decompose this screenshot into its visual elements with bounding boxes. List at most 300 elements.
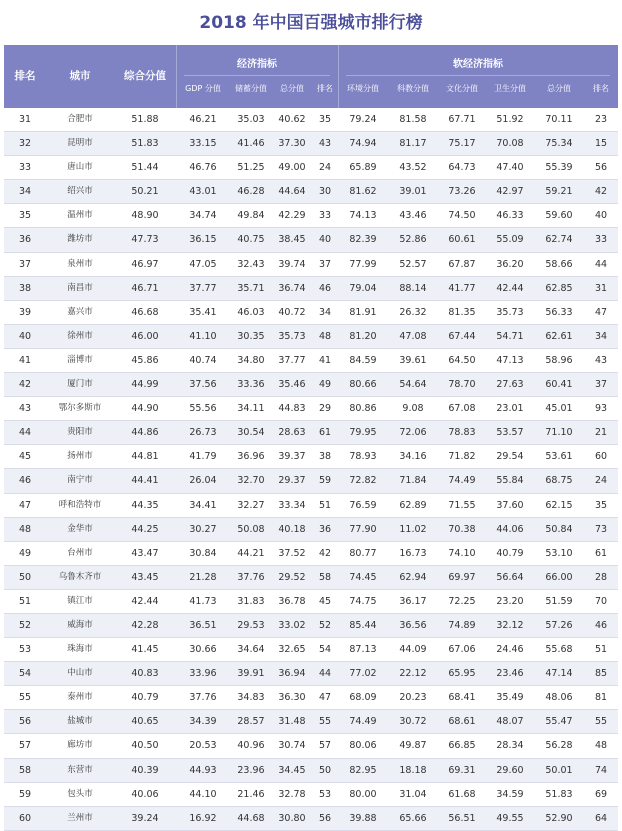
- cell-soft-total: 55.47: [545, 716, 573, 728]
- cell-eco-total: 33.02: [278, 619, 306, 631]
- cell-soft-rank: 70: [594, 595, 608, 607]
- cell-environment: 84.59: [349, 354, 377, 366]
- cell-culture: 74.10: [448, 547, 476, 559]
- cell-composite: 42.28: [131, 619, 159, 631]
- cell-health: 40.79: [496, 547, 524, 559]
- cell-eco-total: 35.46: [278, 379, 306, 391]
- cell-health: 56.64: [496, 571, 524, 583]
- cell-health: 36.20: [496, 258, 524, 270]
- header-divider: [338, 45, 339, 108]
- cell-soft-rank: 74: [594, 764, 608, 776]
- table-row: [4, 518, 618, 542]
- cell-environment: 77.02: [349, 668, 377, 680]
- table-row: [4, 542, 618, 566]
- cell-savings: 40.75: [237, 234, 265, 246]
- cell-city: 泰州市: [67, 692, 93, 703]
- cell-science-edu: 39.01: [399, 186, 427, 198]
- cell-soft-total: 53.61: [545, 451, 573, 463]
- cell-health: 47.13: [496, 354, 524, 366]
- table-row: [4, 614, 618, 638]
- cell-culture: 70.38: [448, 523, 476, 535]
- cell-composite: 47.73: [131, 234, 159, 246]
- cell-gdp: 30.27: [189, 523, 217, 535]
- cell-eco-total: 35.73: [278, 330, 306, 342]
- cell-soft-rank: 73: [594, 523, 608, 535]
- cell-health: 28.34: [496, 740, 524, 752]
- cell-culture: 61.68: [448, 788, 476, 800]
- cell-environment: 80.77: [349, 547, 377, 559]
- cell-soft-rank: 61: [594, 547, 608, 559]
- table-row: [4, 638, 618, 662]
- cell-culture: 81.35: [448, 306, 476, 318]
- cell-eco-total: 29.52: [278, 571, 306, 583]
- cell-city: 南昌市: [67, 282, 93, 293]
- cell-environment: 74.75: [349, 595, 377, 607]
- cell-rank: 60: [18, 812, 32, 824]
- cell-science-edu: 49.87: [399, 740, 427, 752]
- cell-savings: 23.96: [237, 764, 265, 776]
- cell-rank: 45: [18, 451, 32, 463]
- cell-soft-rank: 40: [594, 210, 608, 222]
- cell-savings: 34.83: [237, 692, 265, 704]
- cell-savings: 49.84: [237, 210, 265, 222]
- cell-soft-total: 47.14: [545, 668, 573, 680]
- cell-eco-total: 39.74: [278, 258, 306, 270]
- cell-eco-rank: 48: [318, 330, 332, 342]
- cell-eco-total: 28.63: [278, 427, 306, 439]
- cell-savings: 33.36: [237, 379, 265, 391]
- cell-city: 昆明市: [67, 138, 93, 149]
- cell-rank: 59: [18, 788, 32, 800]
- cell-rank: 44: [18, 427, 32, 439]
- cell-soft-total: 50.84: [545, 523, 573, 535]
- cell-soft-rank: 37: [594, 379, 608, 391]
- cell-savings: 30.35: [237, 330, 265, 342]
- cell-city: 温州市: [67, 210, 93, 221]
- cell-savings: 32.70: [237, 475, 265, 487]
- cell-eco-rank: 52: [318, 619, 332, 631]
- cell-science-edu: 47.08: [399, 330, 427, 342]
- cell-rank: 41: [18, 354, 32, 366]
- cell-soft-rank: 51: [594, 644, 608, 656]
- cell-science-edu: 71.84: [399, 475, 427, 487]
- cell-rank: 35: [18, 210, 32, 222]
- cell-soft-total: 45.01: [545, 403, 573, 415]
- cell-soft-rank: 23: [594, 114, 608, 125]
- table-row: [4, 807, 618, 831]
- cell-rank: 34: [18, 186, 32, 198]
- cell-eco-total: 44.83: [278, 403, 306, 415]
- cell-environment: 79.24: [349, 114, 377, 125]
- cell-soft-rank: 42: [594, 186, 608, 198]
- cell-eco-rank: 34: [318, 306, 332, 318]
- cell-rank: 54: [18, 668, 32, 680]
- cell-environment: 74.45: [349, 571, 377, 583]
- cell-environment: 82.39: [349, 234, 377, 246]
- cell-eco-rank: 40: [318, 234, 332, 246]
- cell-soft-total: 51.59: [545, 595, 573, 607]
- cell-soft-rank: 21: [594, 427, 608, 439]
- cell-soft-total: 56.28: [545, 740, 573, 752]
- cell-science-edu: 62.89: [399, 499, 427, 511]
- cell-health: 49.55: [496, 812, 524, 824]
- cell-composite: 46.00: [131, 330, 159, 342]
- cell-science-edu: 43.52: [399, 162, 427, 174]
- cell-city: 嘉兴市: [67, 306, 93, 317]
- cell-soft-total: 52.90: [545, 812, 573, 824]
- cell-rank: 40: [18, 330, 32, 342]
- table-row: [4, 734, 618, 758]
- cell-eco-rank: 36: [318, 523, 332, 535]
- cell-soft-rank: 34: [594, 330, 608, 342]
- table-row: [4, 253, 618, 277]
- cell-environment: 80.86: [349, 403, 377, 415]
- table-row: [4, 228, 618, 252]
- cell-gdp: 41.10: [189, 330, 217, 342]
- cell-city: 呼和浩特市: [58, 499, 102, 510]
- cell-soft-total: 59.60: [545, 210, 573, 222]
- cell-culture: 78.70: [448, 379, 476, 391]
- cell-gdp: 21.28: [189, 571, 217, 583]
- cell-gdp: 36.51: [189, 619, 217, 631]
- cell-science-edu: 54.64: [399, 379, 427, 391]
- cell-eco-rank: 58: [318, 571, 332, 583]
- table-row: [4, 494, 618, 518]
- cell-gdp: 40.74: [189, 354, 217, 366]
- cell-rank: 50: [18, 571, 32, 583]
- cell-city: 乌鲁木齐市: [58, 571, 102, 582]
- cell-eco-rank: 35: [318, 114, 332, 125]
- cell-culture: 64.73: [448, 162, 476, 174]
- header-city: 城市: [69, 70, 91, 82]
- cell-soft-rank: 35: [594, 499, 608, 511]
- header-group-rule: [346, 75, 610, 76]
- cell-gdp: 34.74: [189, 210, 217, 222]
- cell-environment: 77.90: [349, 523, 377, 535]
- cell-composite: 46.68: [131, 306, 159, 318]
- cell-eco-total: 36.74: [278, 282, 306, 294]
- cell-city: 台州市: [67, 547, 93, 558]
- cell-health: 34.59: [496, 788, 524, 800]
- cell-eco-rank: 55: [318, 716, 332, 728]
- cell-composite: 41.45: [131, 644, 159, 656]
- cell-science-edu: 43.46: [399, 210, 427, 222]
- cell-composite: 50.21: [131, 186, 159, 198]
- cell-culture: 78.83: [448, 427, 476, 439]
- cell-environment: 65.89: [349, 162, 377, 174]
- cell-environment: 80.06: [349, 740, 377, 752]
- cell-rank: 57: [18, 740, 32, 752]
- cell-eco-rank: 51: [318, 499, 332, 511]
- cell-soft-rank: 15: [594, 138, 608, 150]
- cell-science-edu: 81.58: [399, 114, 427, 125]
- cell-soft-total: 53.10: [545, 547, 573, 559]
- cell-environment: 76.59: [349, 499, 377, 511]
- table-row: [4, 469, 618, 493]
- cell-soft-rank: 43: [594, 354, 608, 366]
- cell-city: 绍兴市: [67, 186, 93, 197]
- cell-composite: 44.99: [131, 379, 159, 391]
- cell-rank: 43: [18, 403, 32, 415]
- table-row: [4, 349, 618, 373]
- cell-city: 廊坊市: [67, 740, 93, 751]
- cell-eco-total: 34.45: [278, 764, 306, 776]
- cell-rank: 49: [18, 547, 32, 559]
- table-row: [4, 373, 618, 397]
- cell-culture: 68.61: [448, 716, 476, 728]
- header-rank: 排名: [14, 70, 36, 82]
- cell-city: 唐山市: [67, 162, 93, 173]
- cell-city: 徐州市: [67, 330, 93, 341]
- cell-composite: 51.83: [131, 138, 159, 150]
- table-row: [4, 108, 618, 132]
- cell-rank: 39: [18, 306, 32, 318]
- table-row: [4, 204, 618, 228]
- cell-city: 兰州市: [67, 812, 93, 823]
- cell-city: 珠海市: [67, 644, 93, 655]
- cell-environment: 78.93: [349, 451, 377, 463]
- cell-savings: 36.96: [237, 451, 265, 463]
- cell-environment: 68.09: [349, 692, 377, 704]
- cell-soft-rank: 81: [594, 692, 608, 704]
- cell-science-edu: 62.94: [399, 571, 427, 583]
- cell-savings: 40.96: [237, 740, 265, 752]
- cell-soft-rank: 93: [594, 403, 608, 415]
- cell-science-edu: 44.09: [399, 644, 427, 656]
- cell-eco-rank: 57: [318, 740, 332, 752]
- header-health: 卫生分值: [494, 84, 526, 93]
- cell-environment: 85.44: [349, 619, 377, 631]
- cell-soft-rank: 47: [594, 306, 608, 318]
- cell-health: 53.57: [496, 427, 524, 439]
- cell-gdp: 43.01: [189, 186, 217, 198]
- cell-science-edu: 81.17: [399, 138, 427, 150]
- cell-city: 鄂尔多斯市: [58, 403, 102, 414]
- header-soft-group: 软经济指标: [453, 59, 503, 70]
- cell-health: 37.60: [496, 499, 524, 511]
- table-row: [4, 277, 618, 301]
- cell-science-edu: 11.02: [399, 523, 427, 535]
- cell-culture: 67.71: [448, 114, 476, 125]
- cell-health: 42.44: [496, 282, 524, 294]
- cell-eco-rank: 47: [318, 692, 332, 704]
- cell-gdp: 37.56: [189, 379, 217, 391]
- cell-savings: 29.53: [237, 619, 265, 631]
- page-title: 2018 年中国百强城市排行榜: [199, 13, 423, 33]
- cell-composite: 46.71: [131, 282, 159, 294]
- cell-city: 厦门市: [67, 379, 93, 390]
- table-row: [4, 325, 618, 349]
- cell-savings: 50.08: [237, 523, 265, 535]
- table-row: [4, 397, 618, 421]
- cell-rank: 53: [18, 644, 32, 656]
- cell-soft-rank: 33: [594, 234, 608, 246]
- cell-culture: 67.08: [448, 403, 476, 415]
- header-gdp: GDP 分值: [185, 84, 221, 93]
- cell-rank: 58: [18, 764, 32, 776]
- cell-gdp: 41.79: [189, 451, 217, 463]
- cell-soft-rank: 28: [594, 571, 608, 583]
- cell-gdp: 34.39: [189, 716, 217, 728]
- cell-savings: 46.03: [237, 306, 265, 318]
- cell-eco-rank: 45: [318, 595, 332, 607]
- cell-rank: 46: [18, 475, 32, 487]
- cell-health: 35.73: [496, 306, 524, 318]
- cell-science-edu: 52.57: [399, 258, 427, 270]
- cell-eco-total: 36.78: [278, 595, 306, 607]
- cell-science-edu: 52.86: [399, 234, 427, 246]
- cell-environment: 79.04: [349, 282, 377, 294]
- cell-eco-rank: 46: [318, 282, 332, 294]
- cell-city: 镇江市: [67, 595, 93, 606]
- cell-eco-total: 44.64: [278, 186, 306, 198]
- cell-rank: 36: [18, 234, 32, 246]
- cell-composite: 40.50: [131, 740, 159, 752]
- table-row: [4, 180, 618, 204]
- cell-environment: 74.94: [349, 138, 377, 150]
- cell-soft-total: 59.21: [545, 186, 573, 198]
- cell-health: 70.08: [496, 138, 524, 150]
- cell-gdp: 36.15: [189, 234, 217, 246]
- table-header: [4, 45, 618, 108]
- cell-soft-rank: 55: [594, 716, 608, 728]
- cell-savings: 51.25: [237, 162, 265, 174]
- cell-composite: 44.35: [131, 499, 159, 511]
- cell-gdp: 41.73: [189, 595, 217, 607]
- cell-eco-rank: 50: [318, 764, 332, 776]
- cell-environment: 39.88: [349, 812, 377, 824]
- cell-composite: 40.65: [131, 716, 159, 728]
- cell-composite: 42.44: [131, 595, 159, 607]
- cell-soft-total: 58.96: [545, 354, 573, 366]
- cell-culture: 67.87: [448, 258, 476, 270]
- cell-health: 55.84: [496, 475, 524, 487]
- header-composite: 综合分值: [124, 70, 166, 82]
- cell-gdp: 46.76: [189, 162, 217, 174]
- table-row: [4, 301, 618, 325]
- cell-soft-total: 66.00: [545, 571, 573, 583]
- table-row: [4, 759, 618, 783]
- cell-health: 35.49: [496, 692, 524, 704]
- cell-eco-total: 31.48: [278, 716, 306, 728]
- cell-rank: 52: [18, 619, 32, 631]
- cell-science-edu: 88.14: [399, 282, 427, 294]
- cell-eco-total: 38.45: [278, 234, 306, 246]
- cell-gdp: 30.84: [189, 547, 217, 559]
- cell-soft-total: 55.68: [545, 644, 573, 656]
- cell-eco-total: 39.37: [278, 451, 306, 463]
- cell-science-edu: 72.06: [399, 427, 427, 439]
- cell-eco-rank: 41: [318, 354, 332, 366]
- cell-science-edu: 65.66: [399, 812, 427, 824]
- cell-composite: 40.79: [131, 692, 159, 704]
- cell-eco-total: 42.29: [278, 210, 306, 222]
- header-group-rule: [184, 75, 330, 76]
- cell-soft-total: 48.06: [545, 692, 573, 704]
- cell-environment: 87.13: [349, 644, 377, 656]
- cell-city: 贵阳市: [67, 427, 93, 438]
- cell-environment: 74.13: [349, 210, 377, 222]
- cell-gdp: 26.73: [189, 427, 217, 439]
- table-body: [4, 108, 618, 831]
- cell-soft-rank: 24: [594, 475, 608, 487]
- cell-gdp: 37.77: [189, 282, 217, 294]
- cell-culture: 74.50: [448, 210, 476, 222]
- cell-composite: 46.97: [131, 258, 159, 270]
- cell-city: 盐城市: [67, 716, 93, 727]
- cell-savings: 46.28: [237, 186, 265, 198]
- cell-rank: 51: [18, 595, 32, 607]
- cell-city: 威海市: [67, 619, 93, 630]
- cell-savings: 31.83: [237, 595, 265, 607]
- cell-soft-rank: 64: [594, 812, 608, 824]
- cell-culture: 67.44: [448, 330, 476, 342]
- cell-soft-total: 62.15: [545, 499, 573, 511]
- cell-city: 扬州市: [67, 451, 93, 462]
- cell-culture: 68.41: [448, 692, 476, 704]
- cell-environment: 74.49: [349, 716, 377, 728]
- header-savings: 储蓄分值: [235, 84, 267, 93]
- cell-eco-rank: 61: [318, 427, 332, 439]
- cell-composite: 51.88: [131, 114, 159, 125]
- cell-savings: 28.57: [237, 716, 265, 728]
- cell-culture: 41.77: [448, 282, 476, 294]
- cell-health: 42.97: [496, 186, 524, 198]
- cell-composite: 43.45: [131, 571, 159, 583]
- cell-science-edu: 39.61: [399, 354, 427, 366]
- cell-rank: 33: [18, 162, 32, 174]
- cell-health: 47.40: [496, 162, 524, 174]
- cell-composite: 44.25: [131, 523, 159, 535]
- cell-culture: 73.26: [448, 186, 476, 198]
- cell-rank: 42: [18, 379, 32, 391]
- cell-soft-total: 71.10: [545, 427, 573, 439]
- cell-health: 29.54: [496, 451, 524, 463]
- cell-gdp: 20.53: [189, 740, 217, 752]
- cell-savings: 30.54: [237, 427, 265, 439]
- cell-eco-total: 30.74: [278, 740, 306, 752]
- cell-environment: 81.62: [349, 186, 377, 198]
- cell-eco-rank: 29: [318, 403, 332, 415]
- cell-eco-total: 36.94: [278, 668, 306, 680]
- cell-composite: 48.90: [131, 210, 159, 222]
- cell-eco-total: 29.37: [278, 475, 306, 487]
- cell-eco-rank: 56: [318, 812, 332, 824]
- cell-eco-total: 32.65: [278, 644, 306, 656]
- cell-city: 淄博市: [67, 354, 93, 365]
- cell-rank: 56: [18, 716, 32, 728]
- cell-culture: 71.55: [448, 499, 476, 511]
- cell-science-edu: 31.04: [399, 788, 427, 800]
- cell-eco-total: 37.77: [278, 354, 306, 366]
- header-eco-total: 总分值: [280, 84, 304, 93]
- cell-soft-total: 62.61: [545, 330, 573, 342]
- cell-eco-rank: 24: [318, 162, 332, 174]
- cell-culture: 74.49: [448, 475, 476, 487]
- cell-health: 27.63: [496, 379, 524, 391]
- cell-culture: 75.17: [448, 138, 476, 150]
- cell-health: 46.33: [496, 210, 524, 222]
- cell-savings: 32.43: [237, 258, 265, 270]
- header-soft-rank: 排名: [593, 84, 609, 93]
- cell-soft-total: 70.11: [545, 114, 573, 125]
- cell-culture: 65.95: [448, 668, 476, 680]
- cell-gdp: 47.05: [189, 258, 217, 270]
- cell-rank: 48: [18, 523, 32, 535]
- header-science-edu: 科教分值: [397, 84, 429, 93]
- cell-city: 东营市: [67, 764, 93, 775]
- cell-gdp: 37.76: [189, 692, 217, 704]
